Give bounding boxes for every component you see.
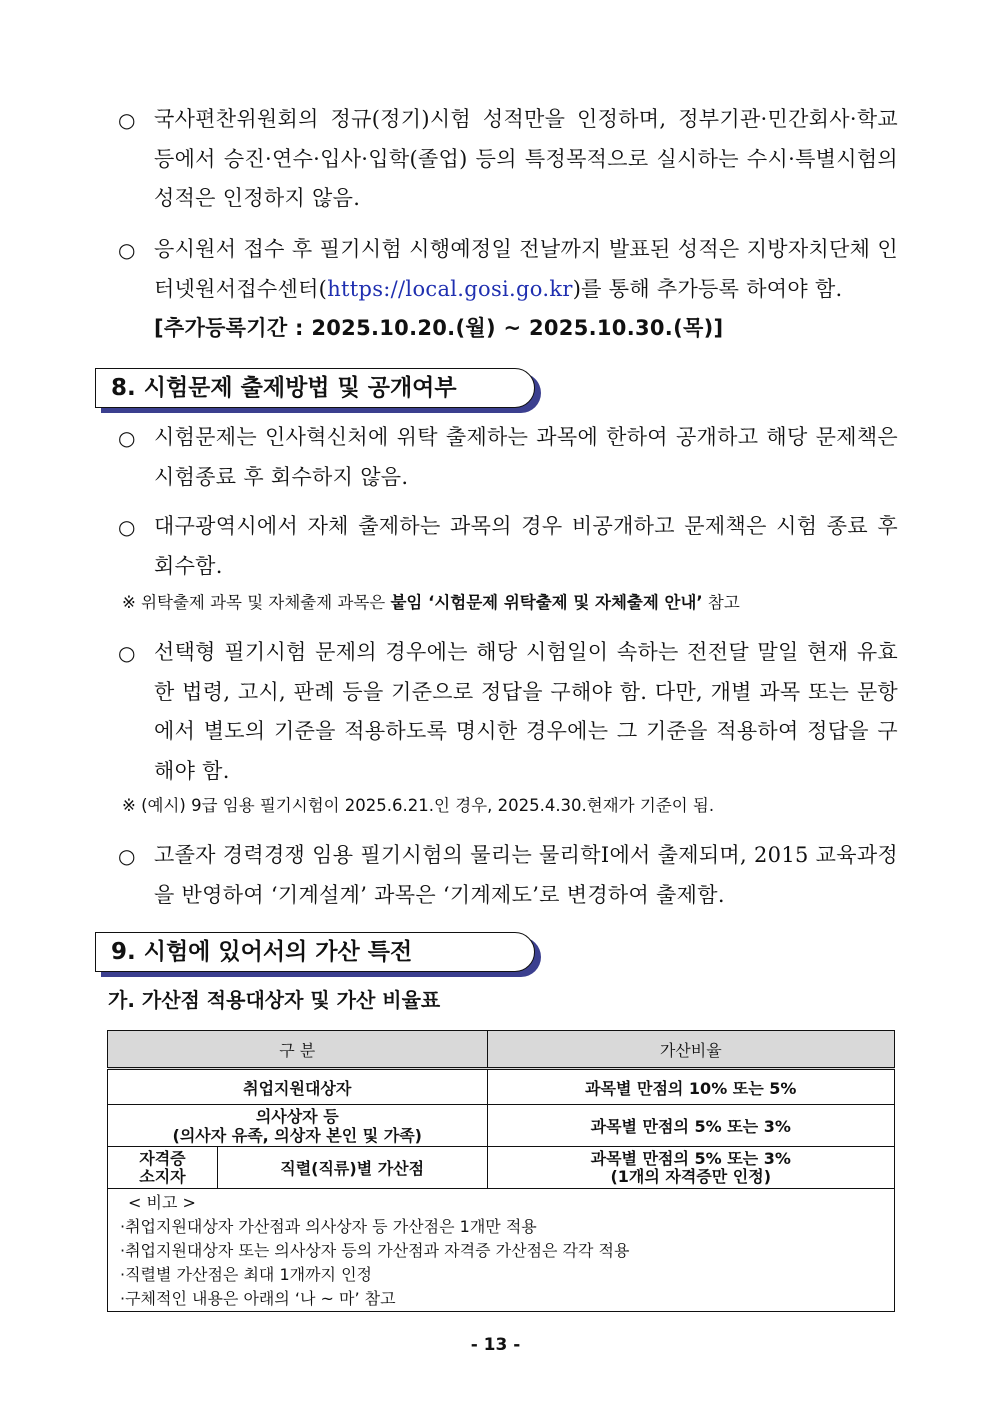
bullet-text-before: 응시원서 접수 후 필기시험 시행예정일 전날까지 발표된 성적은 지방자치단체 인터넷원서접수센터( <box>154 237 898 301</box>
cell-line: 의사상자 등 <box>255 1106 339 1126</box>
remarks-row <box>108 1189 895 1312</box>
remarks-item: ·구체적인 내용은 아래의 ‘나 ~ 마’ 참고 <box>120 1289 396 1308</box>
header-rate: 가산비율 <box>487 1031 895 1069</box>
note-reference-attachment <box>122 589 902 617</box>
cell-line: 자격증 <box>139 1148 186 1168</box>
page-number: - 13 - <box>470 1335 521 1355</box>
bullet-text <box>154 230 898 349</box>
remarks-item: ·직렬별 가산점은 최대 1개까지 인정 <box>120 1265 372 1284</box>
remarks-item: ·취업지원대상자 가산점과 의사상자 등 가산점은 1개만 적용 <box>120 1217 537 1236</box>
section-8-header <box>95 368 535 408</box>
section-8-title: 8. 시험문제 출제방법 및 공개여부 <box>111 375 457 401</box>
remarks-title: < 비고 > <box>128 1193 196 1212</box>
cell-rate <box>487 1147 895 1189</box>
cell-line: (1개의 자격증만 인정) <box>610 1166 772 1186</box>
bullet-text: 시험문제는 인사혁신처에 위탁 출제하는 과목에 한하여 공개하고 해당 문제책은 시험종료 후 회수하지 않음. <box>154 425 898 489</box>
section-9-title: 9. 시험에 있어서의 가산 특전 <box>111 939 413 965</box>
bullet-public-questions <box>118 418 898 497</box>
remarks-cell <box>108 1189 895 1312</box>
circle-bullet-icon: ○ <box>118 641 136 665</box>
bullet-private-questions <box>118 507 898 586</box>
bonus-subheading: 가. 가산점 적용대상자 및 가산 비율표 <box>108 988 441 1012</box>
circle-bullet-icon: ○ <box>118 844 136 868</box>
cell-rate: 과목별 만점의 10% 또는 5% <box>487 1069 895 1105</box>
cell-employment-support: 취업지원대상자 <box>108 1069 488 1105</box>
cell-line: 과목별 만점의 5% 또는 3% <box>590 1148 791 1168</box>
note-bold: 붙임 ‘시험문제 위탁출제 및 자체출제 안내’ <box>390 593 703 612</box>
cell-license-holder <box>108 1147 218 1189</box>
registration-period: [추가등록기간 : 2025.10.20.(월) ~ 2025.10.30.(목)] <box>154 316 724 340</box>
section-9-header <box>95 932 535 972</box>
gosi-link[interactable]: https://local.gosi.go.kr <box>327 276 573 301</box>
bullet-text: 국사편찬위원회의 정규(정기)시험 성적만을 인정하며, 정부기관·민간회사·학교 등에서 승진·연수·입사·입학(졸업) 등의 특정목적으로 실시하는 수시·특별시험의 성적은 인정하지 않음. <box>154 107 898 210</box>
cell-rate: 과목별 만점의 5% 또는 3% <box>487 1105 895 1147</box>
bullet-additional-registration <box>118 230 898 349</box>
bullet-text: 고졸자 경력경쟁 임용 필기시험의 물리는 물리학Ⅰ에서 출제되며, 2015 교육과정을 반영하여 ‘기계설계’ 과목은 ‘기계제도’로 변경하여 출제함. <box>154 843 898 907</box>
table-row <box>108 1069 895 1105</box>
bullet-text: 선택형 필기시험 문제의 경우에는 해당 시험일이 속하는 전전달 말일 현재 유효한 법령, 고시, 판례 등을 기준으로 정답을 구해야 함. 다만, 개별 과목 또는 문항에서 별도의 기준을 적용하도록 명시한 경우에는 그 기준을 적용하여 정답을 구해야 함. <box>154 640 898 783</box>
note-example: ※ (예시) 9급 임용 필기시험이 2025.6.21.인 경우, 2025.4.30.현재가 기준이 됨. <box>122 796 715 815</box>
cell-line: (의사자 유족, 의상자 본인 및 가족) <box>172 1125 422 1145</box>
table-row <box>108 1147 895 1189</box>
cell-line: 소지자 <box>139 1166 186 1186</box>
note-prefix: ※ 위탁출제 과목 및 자체출제 과목은 <box>122 593 391 612</box>
circle-bullet-icon: ○ <box>118 515 136 539</box>
table-row <box>108 1105 895 1147</box>
cell-series-bonus: 직렬(직류)별 가산점 <box>217 1147 487 1189</box>
circle-bullet-icon: ○ <box>118 426 136 450</box>
bullet-physics-subject <box>118 836 898 915</box>
remarks-item: ·취업지원대상자 또는 의사상자 등의 가산점과 자격증 가산점은 각각 적용 <box>120 1241 630 1260</box>
header-category: 구 분 <box>108 1031 488 1069</box>
bullet-regular-exam-only <box>118 100 898 219</box>
bullet-answer-criteria <box>118 633 898 791</box>
circle-bullet-icon: ○ <box>118 238 136 262</box>
cell-righteous-casualties <box>108 1105 488 1147</box>
bullet-text: 대구광역시에서 자체 출제하는 과목의 경우 비공개하고 문제책은 시험 종료 후 회수함. <box>154 514 898 578</box>
circle-bullet-icon: ○ <box>118 108 136 132</box>
note-suffix: 참고 <box>702 593 740 612</box>
bullet-text-after: )를 통해 추가등록 하여야 함. <box>572 276 843 301</box>
table-header-row <box>108 1031 895 1069</box>
bonus-rate-table <box>107 1030 895 1312</box>
